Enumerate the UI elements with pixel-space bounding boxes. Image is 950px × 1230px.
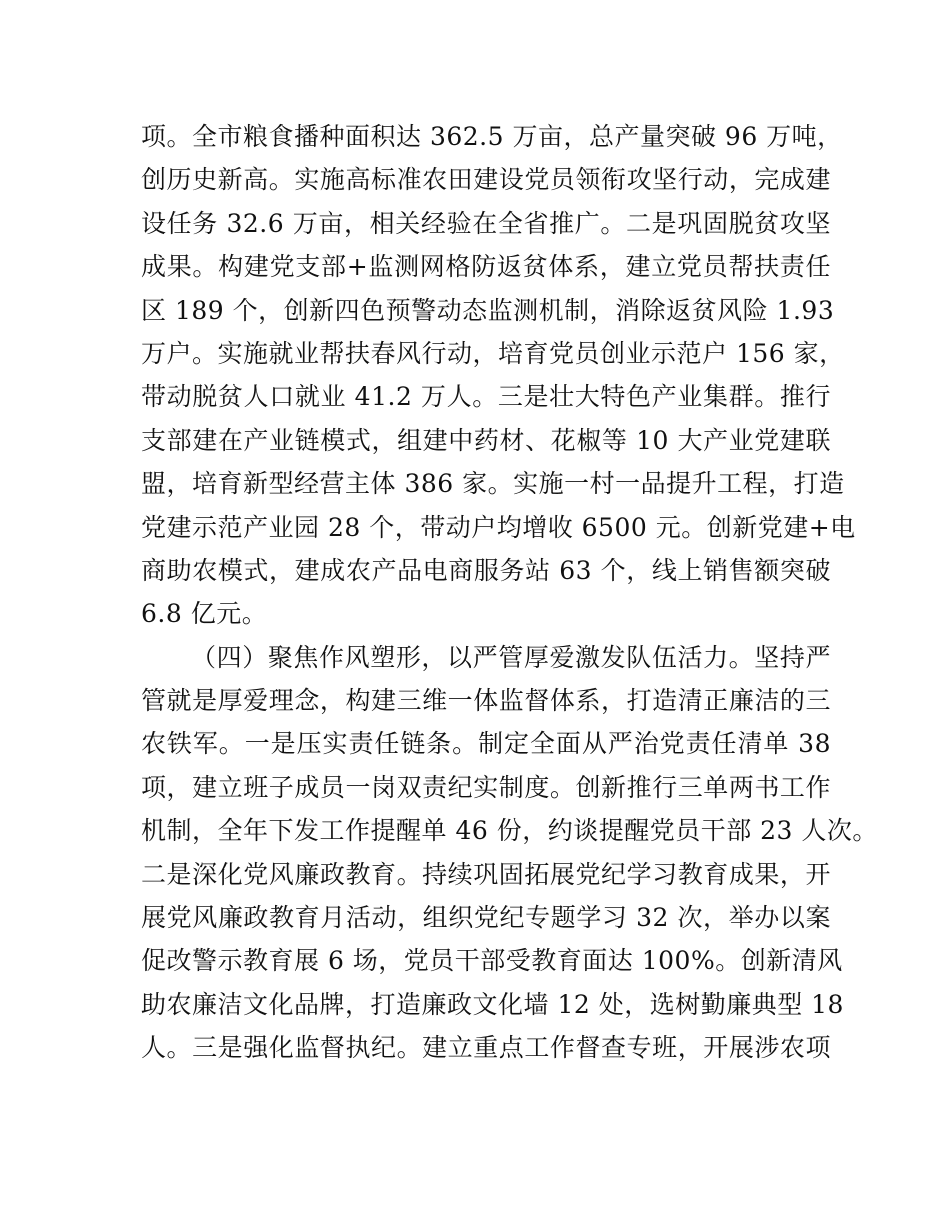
text-line: 项，建立班子成员一岗双责纪实制度。创新推行三单两书工作 — [141, 772, 831, 802]
text-line: 二是深化党风廉政教育。持续巩固拓展党纪学习教育成果，开 — [141, 859, 831, 889]
text-line: 成果。构建党支部+监测网格防返贫体系，建立党员帮扶责任 — [141, 252, 831, 282]
text-line: 项。全市粮食播种面积达 362.5 万亩，总产量突破 96 万吨， — [141, 122, 843, 151]
text-line: 万户。实施就业帮扶春风行动，培育党员创业示范户 156 家， — [141, 338, 845, 368]
paragraph-2 — [141, 636, 878, 1070]
text-line: 支部建在产业链模式，组建中药材、花椒等 10 大产业党建联 — [141, 425, 831, 455]
text-line: 人。三是强化监督执纪。建立重点工作督查专班，开展涉农项 — [141, 1033, 831, 1063]
text-line: 促改警示教育展 6 场，党员干部受教育面达 100%。创新清风 — [141, 946, 843, 976]
section-heading-line: （四）聚焦作风塑形，以严管厚爱激发队伍活力。坚持严 — [191, 642, 831, 672]
text-line: 区 189 个，创新四色预警动态监测机制，消除返贫风险 1.93 — [141, 295, 835, 325]
text-line: 党建示范产业园 28 个，带动户均增收 6500 元。创新党建+电 — [141, 512, 856, 542]
text-line: 展党风廉政教育月活动，组织党纪专题学习 32 次，举办以案 — [141, 903, 831, 933]
text-line: 助农廉洁文化品牌，打造廉政文化墙 12 处，选树勤廉典型 18 — [141, 989, 844, 1019]
text-line: 带动脱贫人口就业 41.2 万人。三是壮大特色产业集群。推行 — [141, 382, 831, 412]
text-line: 管就是厚爱理念，构建三维一体监督体系，打造清正廉洁的三 — [141, 686, 831, 716]
text-line: 商助农模式，建成农产品电商服务站 63 个，线上销售额突破 — [141, 555, 831, 585]
paragraph-1 — [141, 115, 856, 636]
text-line: 创历史新高。实施高标准农田建设党员领衔攻坚行动，完成建 — [141, 165, 831, 195]
text-line: 盟，培育新型经营主体 386 家。实施一村一品提升工程，打造 — [141, 469, 845, 499]
text-line: 农铁军。一是压实责任链条。制定全面从严治党责任清单 38 — [141, 729, 831, 759]
text-line: 6.8 亿元。 — [141, 599, 268, 629]
text-line: 机制，全年下发工作提醒单 46 份，约谈提醒党员干部 23 人次。 — [141, 816, 878, 846]
text-line: 设任务 32.6 万亩，相关经验在全省推广。二是巩固脱贫攻坚 — [141, 208, 831, 238]
body-text — [141, 115, 878, 1070]
